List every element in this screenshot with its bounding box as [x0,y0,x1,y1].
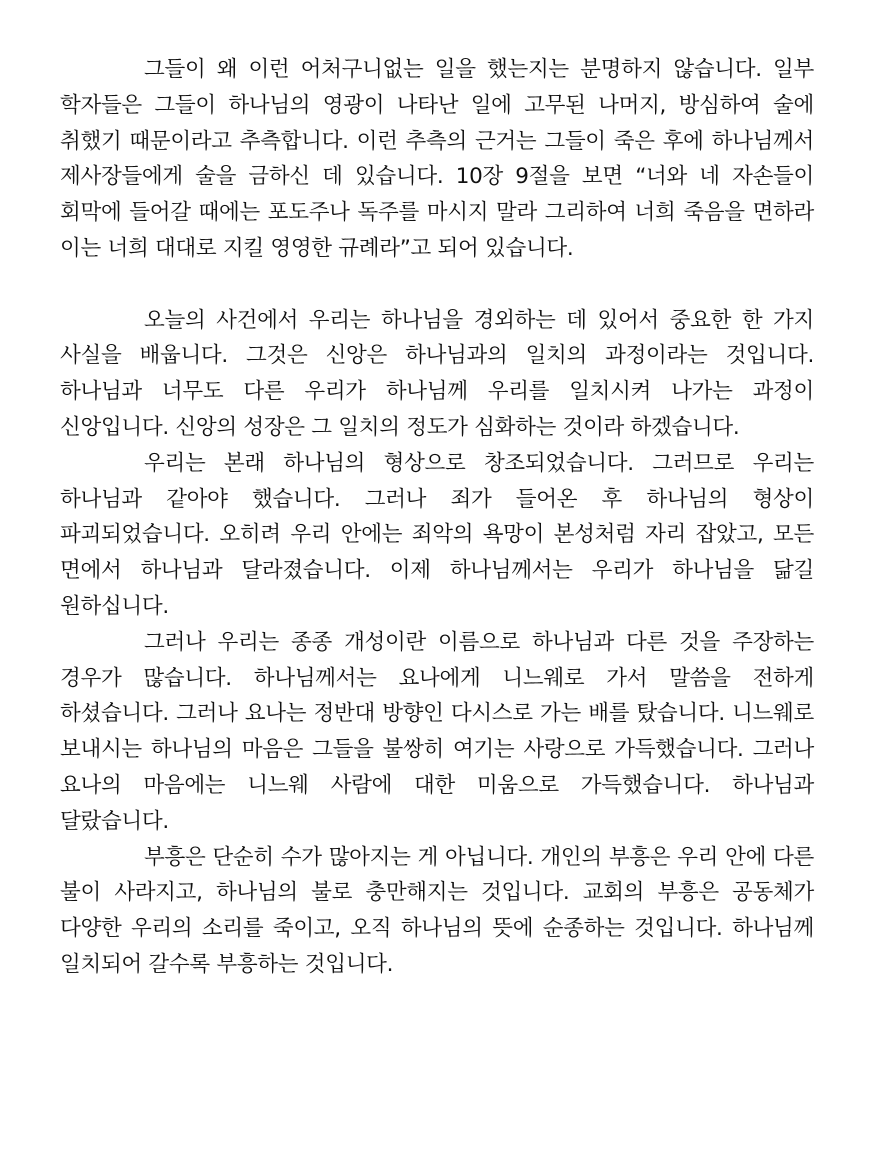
paragraph-5: 부흥은 단순히 수가 많아지는 게 아닙니다. 개인의 부흥은 우리 안에 다른 불이 사라지고, 하나님의 불로 충만해지는 것입니다. 교회의 부흥은 공동체가 다양한 우리의 소리를 죽이고, 오직 하나님의 뜻에 순종하는 것입니다. 하나님께 일치되어 갈수록 부흥하는 것입니다. [60,844,814,977]
paragraph-gap [60,267,814,303]
paragraph-1: 그들이 왜 이런 어처구니없는 일을 했는지는 분명하지 않습니다. 일부 학자들은 그들이 하나님의 영광이 나타난 일에 고무된 나머지, 방심하여 술에 취했기 때문이라고 추측합니다. 이런 추측의 근거는 그들이 죽은 후에 하나님께서 제사장들에게 술을 금하신 데 있습니다. 10장 9절을 보면 “너와 네 자손들이 회막에 들어갈 때에는 포도주나 독주를 마시지 말라 그리하여 너희 죽음을 면하라 이는 너희 대대로 지킬 영영한 규례라”고 되어 있습니다. [60,57,814,261]
paragraph-4: 그러나 우리는 종종 개성이란 이름으로 하나님과 다른 것을 주장하는 경우가 많습니다. 하나님께서는 요나에게 니느웨로 가서 말씀을 전하게 하셨습니다. 그러나 요나는 정반대 방향인 다시스로 가는 배를 탔습니다. 니느웨로 보내시는 하나님의 마음은 그들을 불쌍히 여기는 사랑으로 가득했습니다. 그러나 요나의 마음에는 니느웨 사람에 대한 미움으로 가득했습니다. 하나님과 달랐습니다. [60,629,814,834]
paragraph-3: 우리는 본래 하나님의 형상으로 창조되었습니다. 그러므로 우리는 하나님과 같아야 했습니다. 그러나 죄가 들어온 후 하나님의 형상이 파괴되었습니다. 오히려 우리 안에는 죄악의 욕망이 본성처럼 자리 잡았고, 모든 면에서 하나님과 달라졌습니다. 이제 하나님께서는 우리가 하나님을 닮길 원하십니다. [60,450,814,619]
paragraph-2: 오늘의 사건에서 우리는 하나님을 경외하는 데 있어서 중요한 한 가지 사실을 배웁니다. 그것은 신앙은 하나님과의 일치의 과정이라는 것입니다. 하나님과 너무도 다른 우리가 하나님께 우리를 일치시켜 나가는 과정이 신앙입니다. 신앙의 성장은 그 일치의 정도가 심화하는 것이라 하겠습니다. [60,307,814,440]
document-page [60,52,814,983]
